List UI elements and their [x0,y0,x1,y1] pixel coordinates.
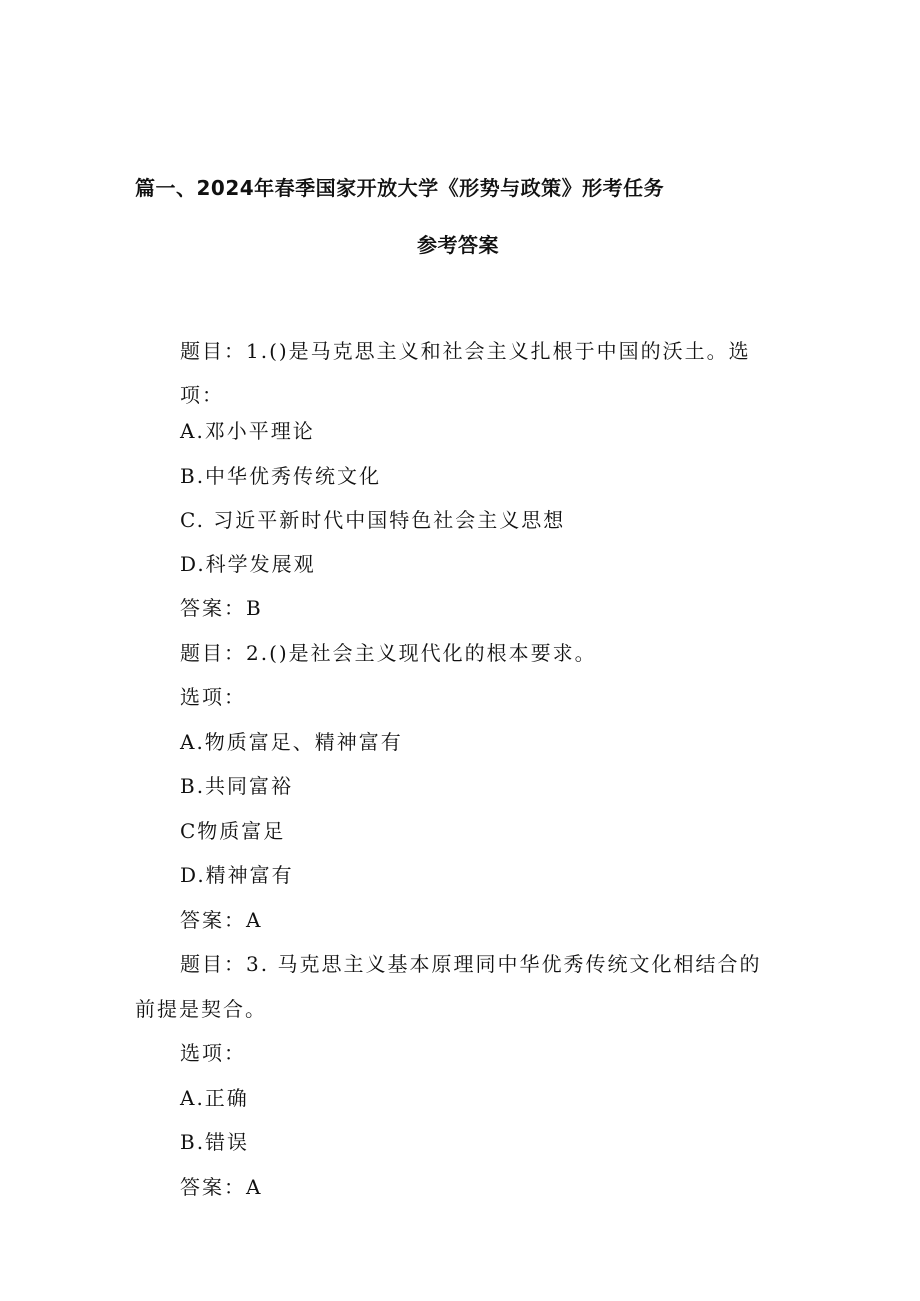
question-1-text: 题目：1.()是马克思主义和社会主义扎根于中国的沃土。选 [180,339,751,363]
question-2-option-c: C物质富足 [180,819,286,843]
question-1-answer: 答案：B [180,596,263,620]
question-2-option-d: D.精神富有 [180,863,294,887]
question-1-option-b: B.中华优秀传统文化 [180,464,382,488]
question-1-option-d: D.科学发展观 [180,552,316,576]
question-2-answer: 答案：A [180,908,263,932]
question-2-option-a: A.物质富足、精神富有 [180,730,403,754]
question-1-option-a: A.邓小平理论 [180,419,315,443]
question-1-option-c: C. 习近平新时代中国特色社会主义思想 [180,508,566,532]
question-3-option-b: B.错误 [180,1130,250,1154]
question-2-option-b: B.共同富裕 [180,774,294,798]
question-3-option-a: A.正确 [180,1086,249,1110]
document-title: 篇一、2024年春季国家开放大学《形势与政策》形考任务 [135,176,665,200]
question-3-text: 题目：3. 马克思主义基本原理同中华优秀传统文化相结合的 [180,952,762,976]
question-3-text-continued: 前提是契合。 [135,997,267,1021]
question-1-options-label: 项： [180,383,224,407]
question-3-options-label: 选项： [180,1041,246,1065]
question-2-text: 题目：2.()是社会主义现代化的根本要求。 [180,641,597,665]
question-3-answer: 答案：A [180,1175,263,1199]
document-subtitle: 参考答案 [417,233,499,257]
question-2-options-label: 选项： [180,685,246,709]
